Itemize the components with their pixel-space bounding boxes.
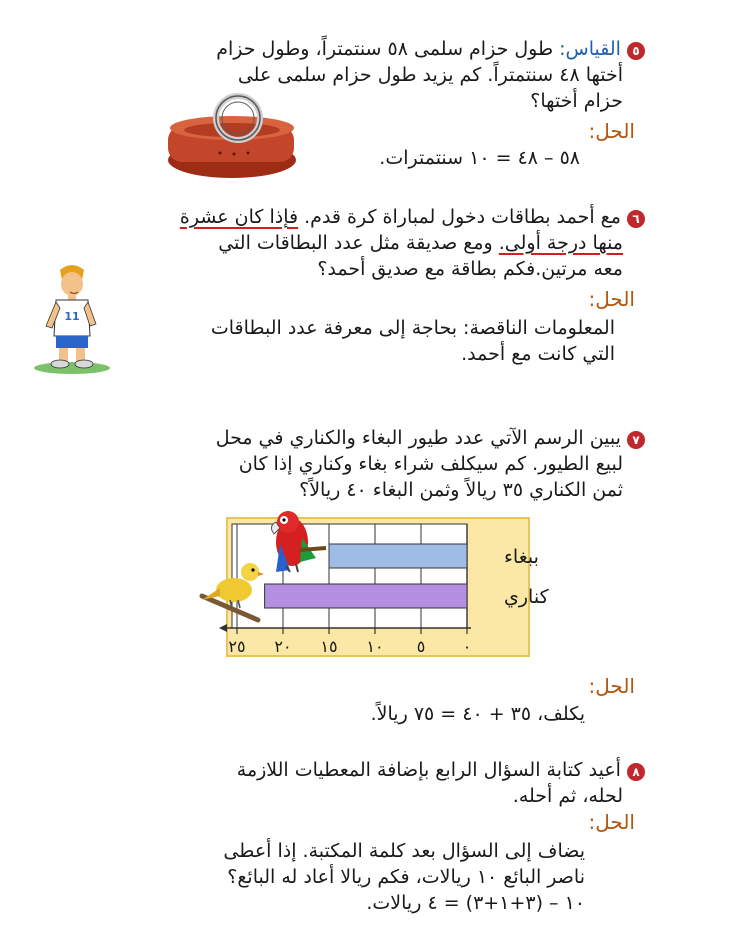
q7-text-1: يبين الرسم الآتي عدد طيور البغاء والكناري في محل	[215, 427, 621, 449]
q8-solution-line1: يضاف إلى السؤال بعد كلمة المكتبة. إذا أعطى	[223, 840, 585, 862]
q6-text-3: معه مرتين.فكم بطاقة مع صديق أحمد؟	[317, 258, 623, 280]
q6-line1	[100, 204, 645, 230]
jersey-number: 11	[64, 310, 80, 323]
q6-solution-line1: المعلومات الناقصة: بحاجة إلى معرفة عدد البطاقات	[210, 317, 615, 339]
q7-number-badge: ٧	[627, 431, 645, 449]
bird-chart	[190, 500, 549, 662]
q6-block	[100, 204, 645, 282]
q5-text-3: حزام أختها؟	[530, 90, 623, 112]
q6-solution	[110, 315, 615, 367]
chart-tick-label: ٥	[416, 637, 426, 656]
q5-number-badge: ٥	[627, 42, 645, 60]
chart-tick-label: ٢٠	[274, 637, 292, 656]
q5-solution: ٥٨ – ٤٨ = ١٠ سنتمترات.	[379, 147, 580, 169]
q8-number-badge: ٨	[627, 763, 645, 781]
chart-tick-label: ١٠	[366, 637, 384, 656]
chart-bar	[329, 544, 467, 568]
q6-text-1-underlined: فإذا كان عشرة	[179, 206, 299, 228]
q8-solution	[120, 838, 585, 916]
q5-solution-label: الحل:	[588, 119, 635, 143]
q8-solution-line3: ١٠ – (٣+١+٣) = ٤ ريالات.	[366, 892, 585, 914]
q7-line1	[110, 425, 645, 451]
chart-tick-label: ١٥	[320, 637, 338, 656]
chart-bar	[265, 584, 467, 608]
q5-topic: القياس:	[559, 38, 621, 60]
q8-solution-label: الحل:	[588, 810, 635, 834]
chart-category-label: ببغاء	[504, 546, 539, 568]
q8-line1	[130, 757, 645, 783]
chart-plot-area	[232, 524, 467, 628]
q6-text-1: مع أحمد بطاقات دخول لمباراة كرة قدم.	[304, 206, 621, 228]
q8-text-2: لحله، ثم أحله.	[512, 785, 623, 807]
q5-text-1: طول حزام سلمى ٥٨ سنتمتراً، وطول حزام	[216, 38, 554, 60]
q6-text-2: ومع صديقة مثل عدد البطاقات التي	[218, 232, 493, 254]
q6-solution-line2: التي كانت مع أحمد.	[461, 343, 615, 365]
q8-solution-line2: ناصر البائع ١٠ ريالات، فكم ريالا أعاد له البائع؟	[227, 866, 585, 888]
q7-text-2: لبيع الطيور. كم سيكلف شراء بغاء وكناري إذا كان	[238, 453, 623, 475]
q8-block	[130, 757, 645, 809]
chart-axis-arrow	[219, 624, 227, 632]
boy-illustration	[30, 262, 115, 376]
q6-number-badge: ٦	[627, 210, 645, 228]
q7-block	[110, 425, 645, 503]
q6-line2	[100, 230, 645, 256]
q7-solution-label: الحل:	[588, 674, 635, 698]
q5-line1	[120, 36, 645, 62]
belt-image	[162, 92, 297, 184]
q6-text-2-underlined: منها درجة أولى.	[498, 232, 623, 254]
q8-text-1: أعيد كتابة السؤال الرابع بإضافة المعطيات اللازمة	[236, 759, 621, 781]
chart-tick-label: ٢٥	[228, 637, 246, 656]
q7-solution: يكلف، ٣٥ + ٤٠ = ٧٥ ريالاً.	[370, 703, 585, 725]
q7-text-3: ثمن الكناري ٣٥ ريالاً وثمن البغاء ٤٠ ريالاً؟	[299, 479, 623, 501]
chart-tick-label: ٠	[462, 637, 472, 656]
chart-category-label: كناري	[504, 586, 549, 608]
q5-text-2: أختها ٤٨ سنتمتراً. كم يزيد طول حزام سلمى على	[237, 64, 623, 86]
q6-solution-label: الحل:	[588, 287, 635, 311]
